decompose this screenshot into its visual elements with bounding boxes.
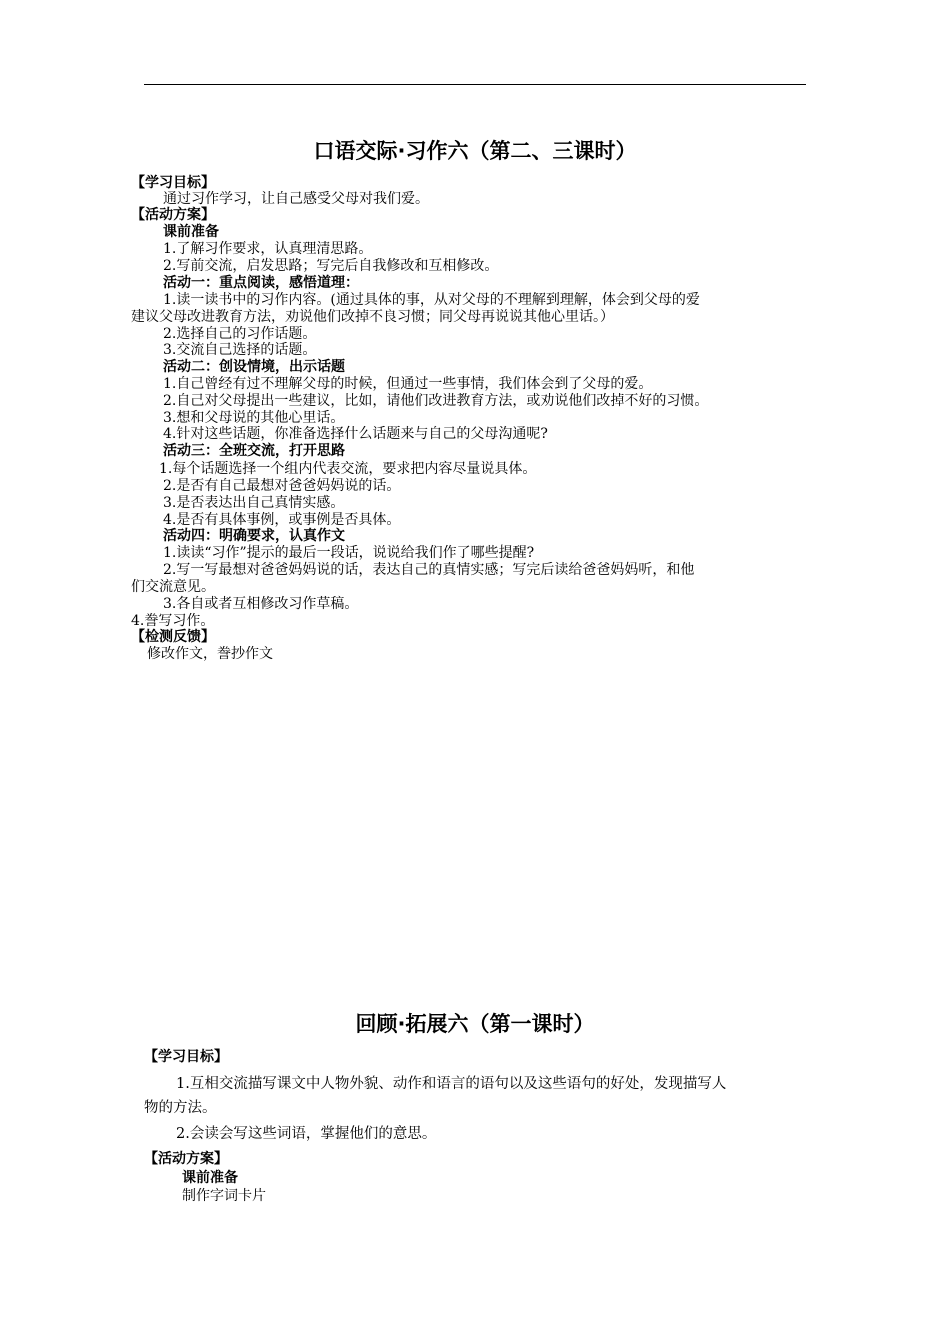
section1-feedback-header: 【检测反馈】 — [131, 629, 215, 645]
list-item: 1.读一读书中的习作内容。(通过具体的事，从对父母的不理解到理解，体会到父母的爱 — [163, 292, 700, 308]
list-item: 建议父母改进教育方法，劝说他们改掉不良习惯；同父母再说说其他心里话。） — [131, 309, 614, 325]
list-item: 2.写一写最想对爸爸妈妈说的话，表达自己的真情实感；写完后读给爸爸妈妈听，和他 — [163, 562, 695, 578]
header-rule — [144, 84, 806, 85]
section2-prep-header: 课前准备 — [182, 1170, 238, 1186]
list-item: 物的方法。 — [144, 1100, 217, 1116]
list-item: 1.读读“习作”提示的最后一段话，说说给我们作了哪些提醒? — [163, 545, 535, 561]
section1-act4-header: 活动四：明确要求，认真作文 — [163, 528, 345, 544]
list-item: 2.写前交流，启发思路；写完后自我修改和互相修改。 — [163, 258, 499, 274]
section1-goals-header: 【学习目标】 — [131, 175, 215, 191]
section1-feedback-text: 修改作文，誊抄作文 — [147, 646, 273, 662]
list-item: 2.会读会写这些词语，掌握他们的意思。 — [176, 1126, 437, 1142]
list-item: 4.针对这些话题，你准备选择什么话题来与自己的父母沟通呢? — [163, 426, 548, 442]
list-item: 3.交流自己选择的话题。 — [163, 342, 317, 358]
section1-act3-header: 活动三：全班交流，打开思路 — [163, 443, 345, 459]
list-item: 们交流意见。 — [131, 579, 215, 595]
list-item: 4.誊写习作。 — [131, 613, 215, 629]
list-item: 4.是否有具体事例，或事例是否具体。 — [163, 512, 401, 528]
list-item: 3.是否表达出自己真情实感。 — [163, 495, 345, 511]
section1-act1-header: 活动一：重点阅读，感悟道理： — [163, 275, 359, 291]
section2-goals-header: 【学习目标】 — [144, 1049, 228, 1065]
list-item: 3.想和父母说的其他心里话。 — [163, 410, 345, 426]
section1-act2-header: 活动二：创设情境，出示话题 — [163, 359, 345, 375]
list-item: 2.自己对父母提出一些建议，比如，请他们改进教育方法，或劝说他们改掉不好的习惯。 — [163, 393, 709, 409]
list-item: 2.选择自己的习作话题。 — [163, 326, 317, 342]
list-item: 1.自己曾经有过不理解父母的时候，但通过一些事情，我们体会到了父母的爱。 — [163, 376, 653, 392]
section1-prep-header: 课前准备 — [163, 224, 219, 240]
section1-plan-header: 【活动方案】 — [131, 207, 215, 223]
section2-title: 回顾·拓展六（第一课时） — [355, 1012, 595, 1036]
section1-title: 口语交际·习作六（第二、三课时） — [313, 139, 637, 163]
list-item: 2.是否有自己最想对爸爸妈妈说的话。 — [163, 478, 401, 494]
section2-prep-text: 制作字词卡片 — [182, 1188, 266, 1204]
section1-goal-text: 通过习作学习，让自己感受父母对我们爱。 — [163, 191, 429, 207]
section2-plan-header: 【活动方案】 — [144, 1151, 228, 1167]
list-item: 3.各自或者互相修改习作草稿。 — [163, 596, 359, 612]
list-item: 1.每个话题选择一个组内代表交流，要求把内容尽量说具体。 — [159, 461, 537, 477]
list-item: 1.了解习作要求，认真理清思路。 — [163, 241, 373, 257]
list-item: 1.互相交流描写课文中人物外貌、动作和语言的语句以及这些语句的好处，发现描写人 — [176, 1076, 727, 1092]
